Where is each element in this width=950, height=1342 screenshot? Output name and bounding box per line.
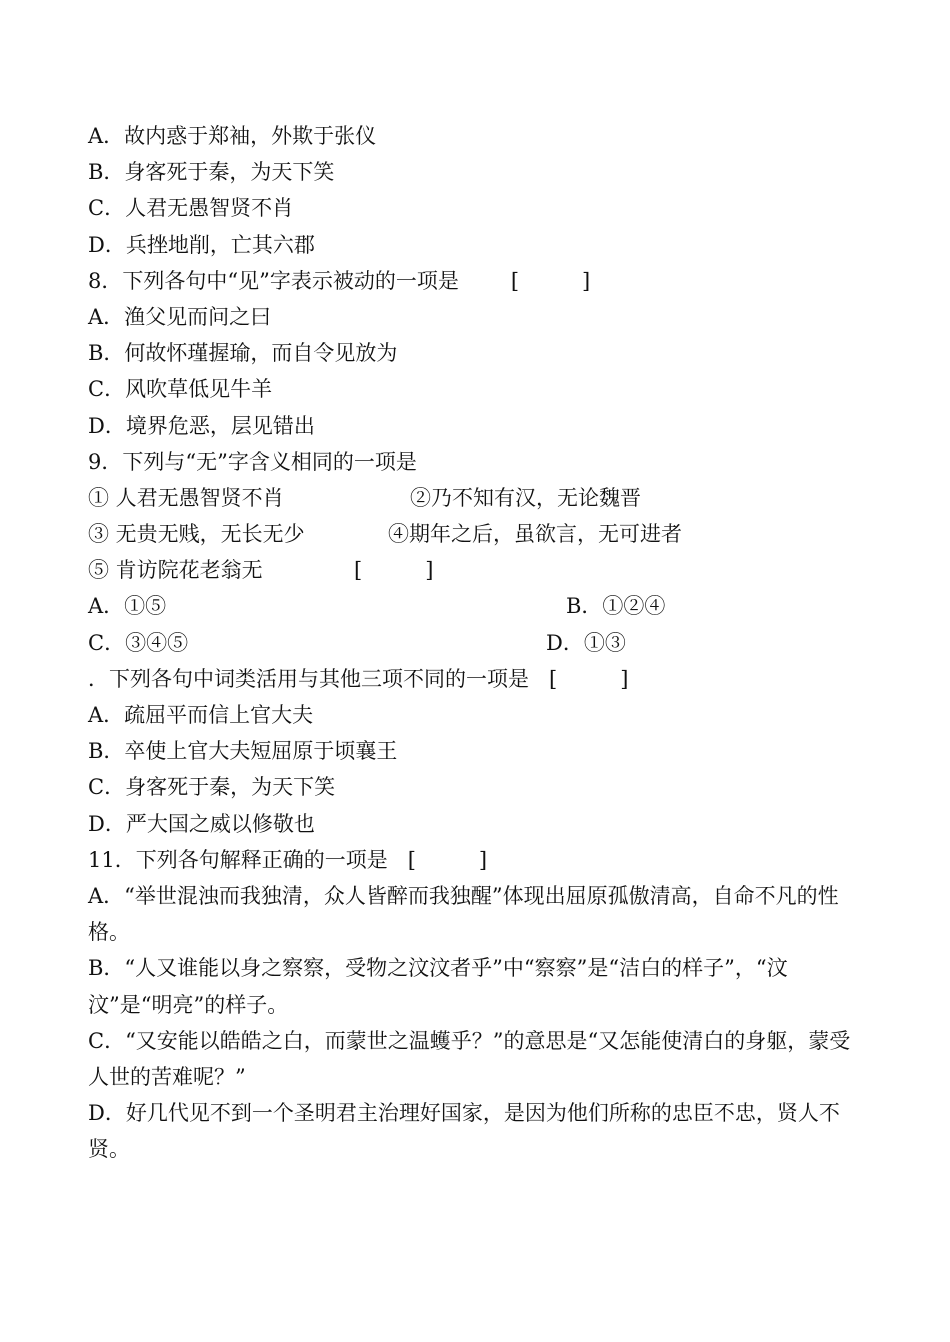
q9-items-row-2	[88, 516, 870, 552]
q8-stem-line	[88, 263, 870, 299]
q10-stem: ．下列各句中词类活用与其他三项不同的一项是	[88, 666, 529, 691]
q7-option-a: A．故内惑于郑袖，外欺于张仪	[88, 124, 377, 148]
q9-items-row-1	[88, 480, 870, 516]
q8-option-d: D．境界危恶，层见错出	[88, 413, 315, 438]
q9-items-row-3	[88, 552, 870, 588]
q8-option-b: B．何故怀瑾握瑜，而自令见放为	[88, 341, 398, 366]
q9-stem: 9．下列与“无”字含义相同的一项是	[88, 449, 417, 474]
q10-answer-bracket: [ ]	[549, 666, 629, 691]
q8-option-a: A．渔父见而问之曰	[88, 304, 272, 329]
q11-answer-bracket: [ ]	[407, 847, 488, 872]
q9-item-5: ⑤ 肯访院花老翁无	[88, 558, 263, 583]
q9-option-d: D．①③	[546, 630, 626, 655]
q10-option-a: A．疏屈平而信上官大夫	[88, 703, 314, 727]
q10-option-b: B．卒使上官大夫短屈原于顷襄王	[88, 739, 398, 764]
q11-option-b: B．“人又谁能以身之察察，受物之汶汶者乎”中“察察”是“洁白的样子”，“汶汶”是“明亮”的样子。	[88, 956, 788, 1017]
q9-item-4: ④期年之后，虽欲言，无可进者	[388, 522, 682, 547]
q9-item-2: ②乃不知有汉，无论魏晋	[410, 485, 641, 510]
q11-option-a: A．“举世混浊而我独清，众人皆醉而我独醒”体现出屈原孤傲清高，自命不凡的性格。	[88, 883, 839, 945]
q9-option-a: A．①⑤	[88, 594, 167, 619]
q8-option-c: C．风吹草低见牛羊	[88, 377, 273, 402]
q7-option-d: D．兵挫地削，亡其六郡	[88, 232, 315, 257]
q9-option-b: B．①②④	[566, 594, 666, 619]
q9-item-3: ③ 无贵无贱，无长无少	[88, 522, 305, 547]
q11-option-d: D．好几代见不到一个圣明君主治理好国家，是因为他们所称的忠臣不忠，贤人不贤。	[88, 1101, 840, 1162]
q10-option-c: C．身客死于秦，为天下笑	[88, 775, 336, 800]
q9-options-row-1	[88, 588, 870, 624]
q10-stem-line	[88, 661, 870, 697]
q9-option-c: C．③④⑤	[88, 630, 189, 655]
q9-options-row-2	[88, 625, 870, 661]
q10-option-d: D．严大国之威以修敬也	[88, 811, 315, 836]
q8-stem: 8．下列各句中“见”字表示被动的一项是	[88, 268, 459, 293]
q9-item-1: ① 人君无愚智贤不肖	[88, 485, 284, 510]
q7-option-b: B．身客死于秦，为天下笑	[88, 160, 335, 185]
q9-answer-bracket: [ ]	[354, 558, 434, 583]
q7-option-c: C．人君无愚智贤不肖	[88, 196, 294, 221]
q11-stem-line	[88, 842, 870, 878]
q11-option-c: C．“又安能以皓皓之白，而蒙世之温蠖乎？”的意思是“又怎能使清白的身躯，蒙受人世的苦难呢？”	[88, 1028, 851, 1089]
q8-answer-bracket: [ ]	[510, 268, 591, 293]
q11-stem: 11．下列各句解释正确的一项是	[88, 847, 388, 872]
